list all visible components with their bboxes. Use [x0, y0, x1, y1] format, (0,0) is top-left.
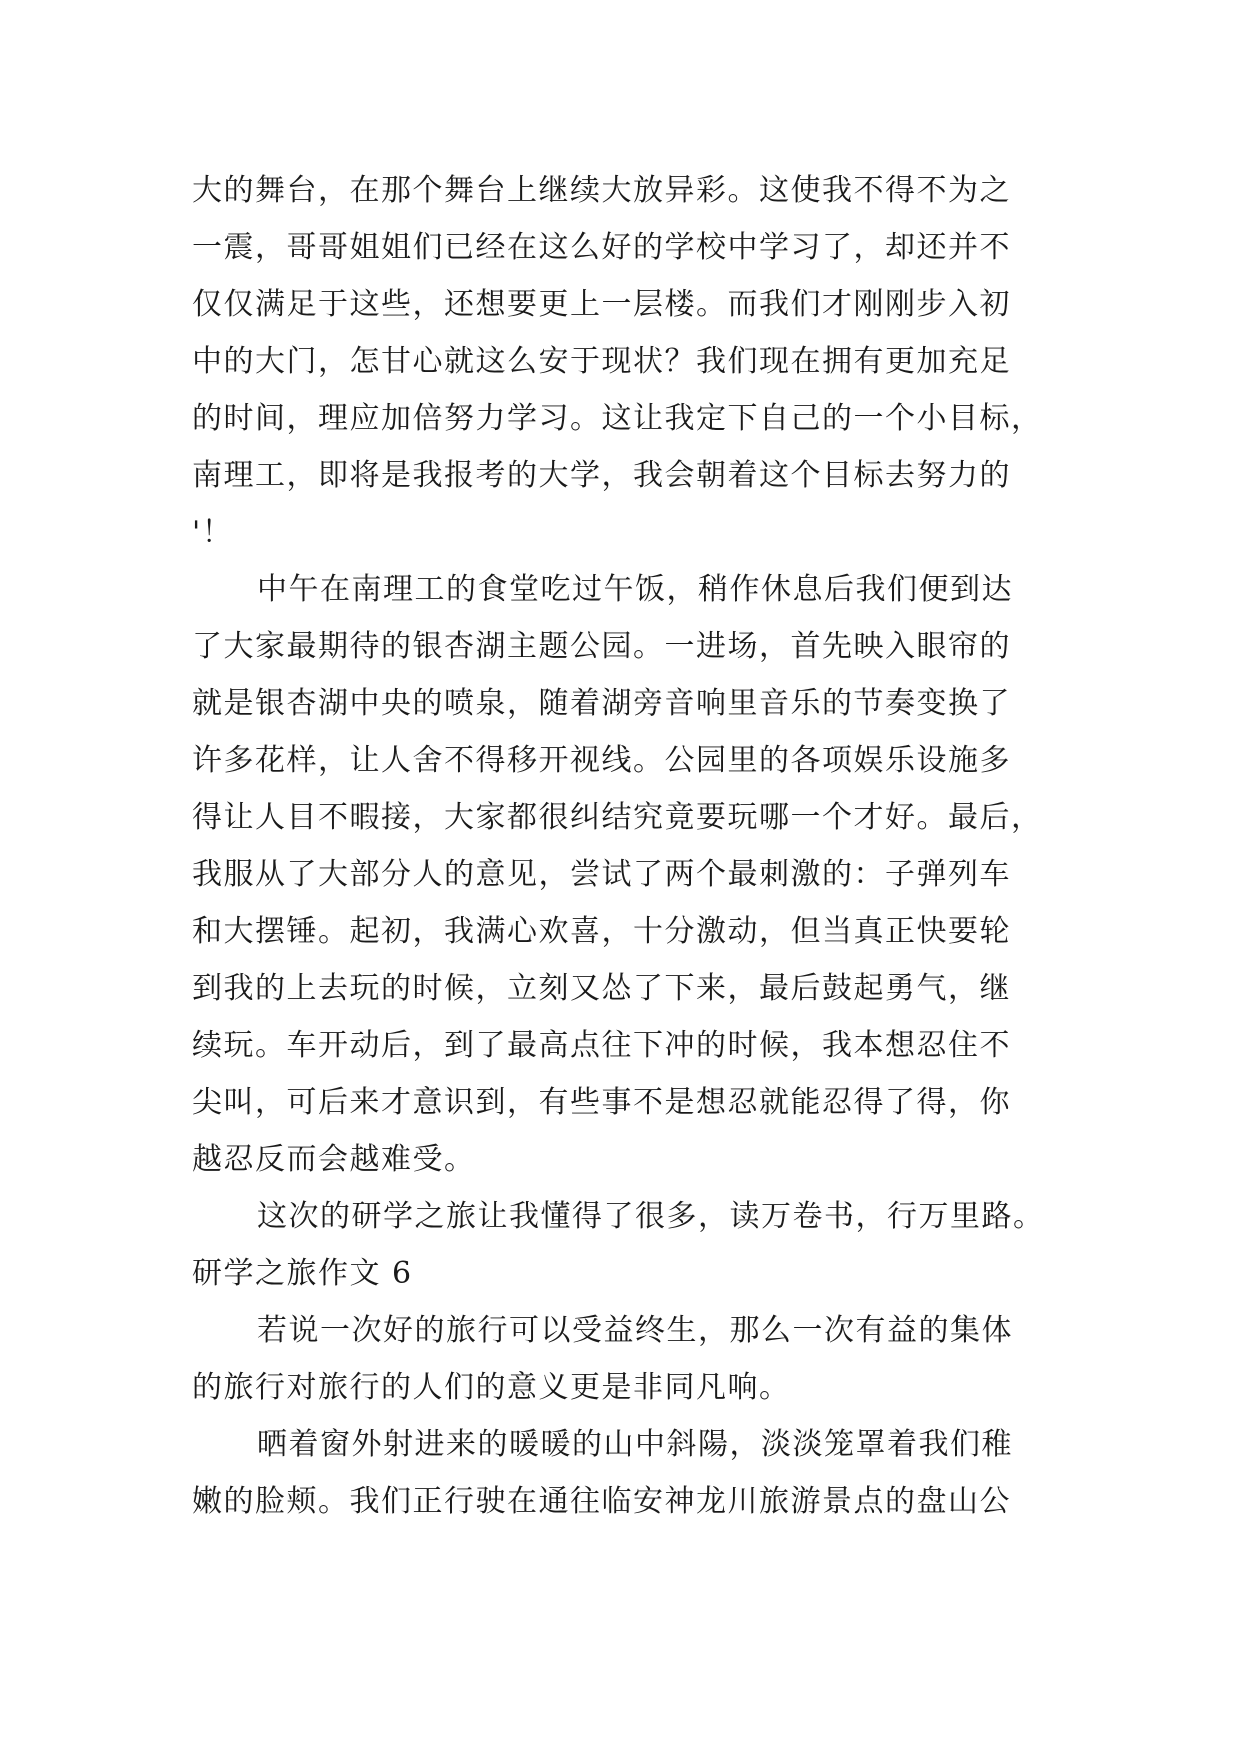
text-line: 仅仅满足于这些，还想要更上一层楼。而我们才刚刚步入初 — [192, 287, 1011, 322]
text-line: 的时间，理应加倍努力学习。这让我定下自己的一个小目标， — [192, 401, 1043, 436]
text-line: 得让人目不暇接，大家都很纠结究竟要玩哪一个才好。最后， — [192, 800, 1043, 835]
text-line: 南理工，即将是我报考的大学，我会朝着这个目标去努力的 — [192, 458, 1011, 493]
text-line: 这次的研学之旅让我懂得了很多，读万卷书，行万里路。 — [257, 1199, 1045, 1234]
text-line: '！ — [192, 515, 234, 550]
text-line: 中的大门，怎甘心就这么安于现状？我们现在拥有更加充足 — [192, 344, 1011, 379]
text-line: 大的舞台，在那个舞台上继续大放异彩。这使我不得不为之 — [192, 173, 1011, 208]
text-line: 中午在南理工的食堂吃过午饭，稍作休息后我们便到达 — [257, 572, 1013, 607]
text-line: 就是银杏湖中央的喷泉，随着湖旁音响里音乐的节奏变换了 — [192, 686, 1011, 721]
text-line: 和大摆锤。起初，我满心欢喜，十分激动，但当真正快要轮 — [192, 914, 1011, 949]
text-line: 研学之旅作文 6 — [192, 1256, 413, 1291]
text-line: 的旅行对旅行的人们的意义更是非同凡响。 — [192, 1370, 791, 1405]
text-line: 续玩。车开动后，到了最高点往下冲的时候，我本想忍住不 — [192, 1028, 1011, 1063]
text-line: 嫩的脸颊。我们正行驶在通往临安神龙川旅游景点的盘山公 — [192, 1484, 1011, 1519]
text-line: 尖叫，可后来才意识到，有些事不是想忍就能忍得了得，你 — [192, 1085, 1011, 1120]
essay-body — [192, 162, 1052, 1530]
text-line: 我服从了大部分人的意见，尝试了两个最刺激的：子弹列车 — [192, 857, 1011, 892]
text-line: 越忍反而会越难受。 — [192, 1142, 476, 1177]
text-line: 若说一次好的旅行可以受益终生，那么一次有益的集体 — [257, 1313, 1013, 1348]
text-line: 晒着窗外射进来的暖暖的山中斜陽，淡淡笼罩着我们稚 — [257, 1427, 1013, 1462]
text-line: 了大家最期待的银杏湖主题公园。一进场，首先映入眼帘的 — [192, 629, 1011, 664]
text-line: 到我的上去玩的时候，立刻又怂了下来，最后鼓起勇气，继 — [192, 971, 1011, 1006]
text-line: 一震，哥哥姐姐们已经在这么好的学校中学习了，却还并不 — [192, 230, 1011, 265]
text-line: 许多花样，让人舍不得移开视线。公园里的各项娱乐设施多 — [192, 743, 1011, 778]
